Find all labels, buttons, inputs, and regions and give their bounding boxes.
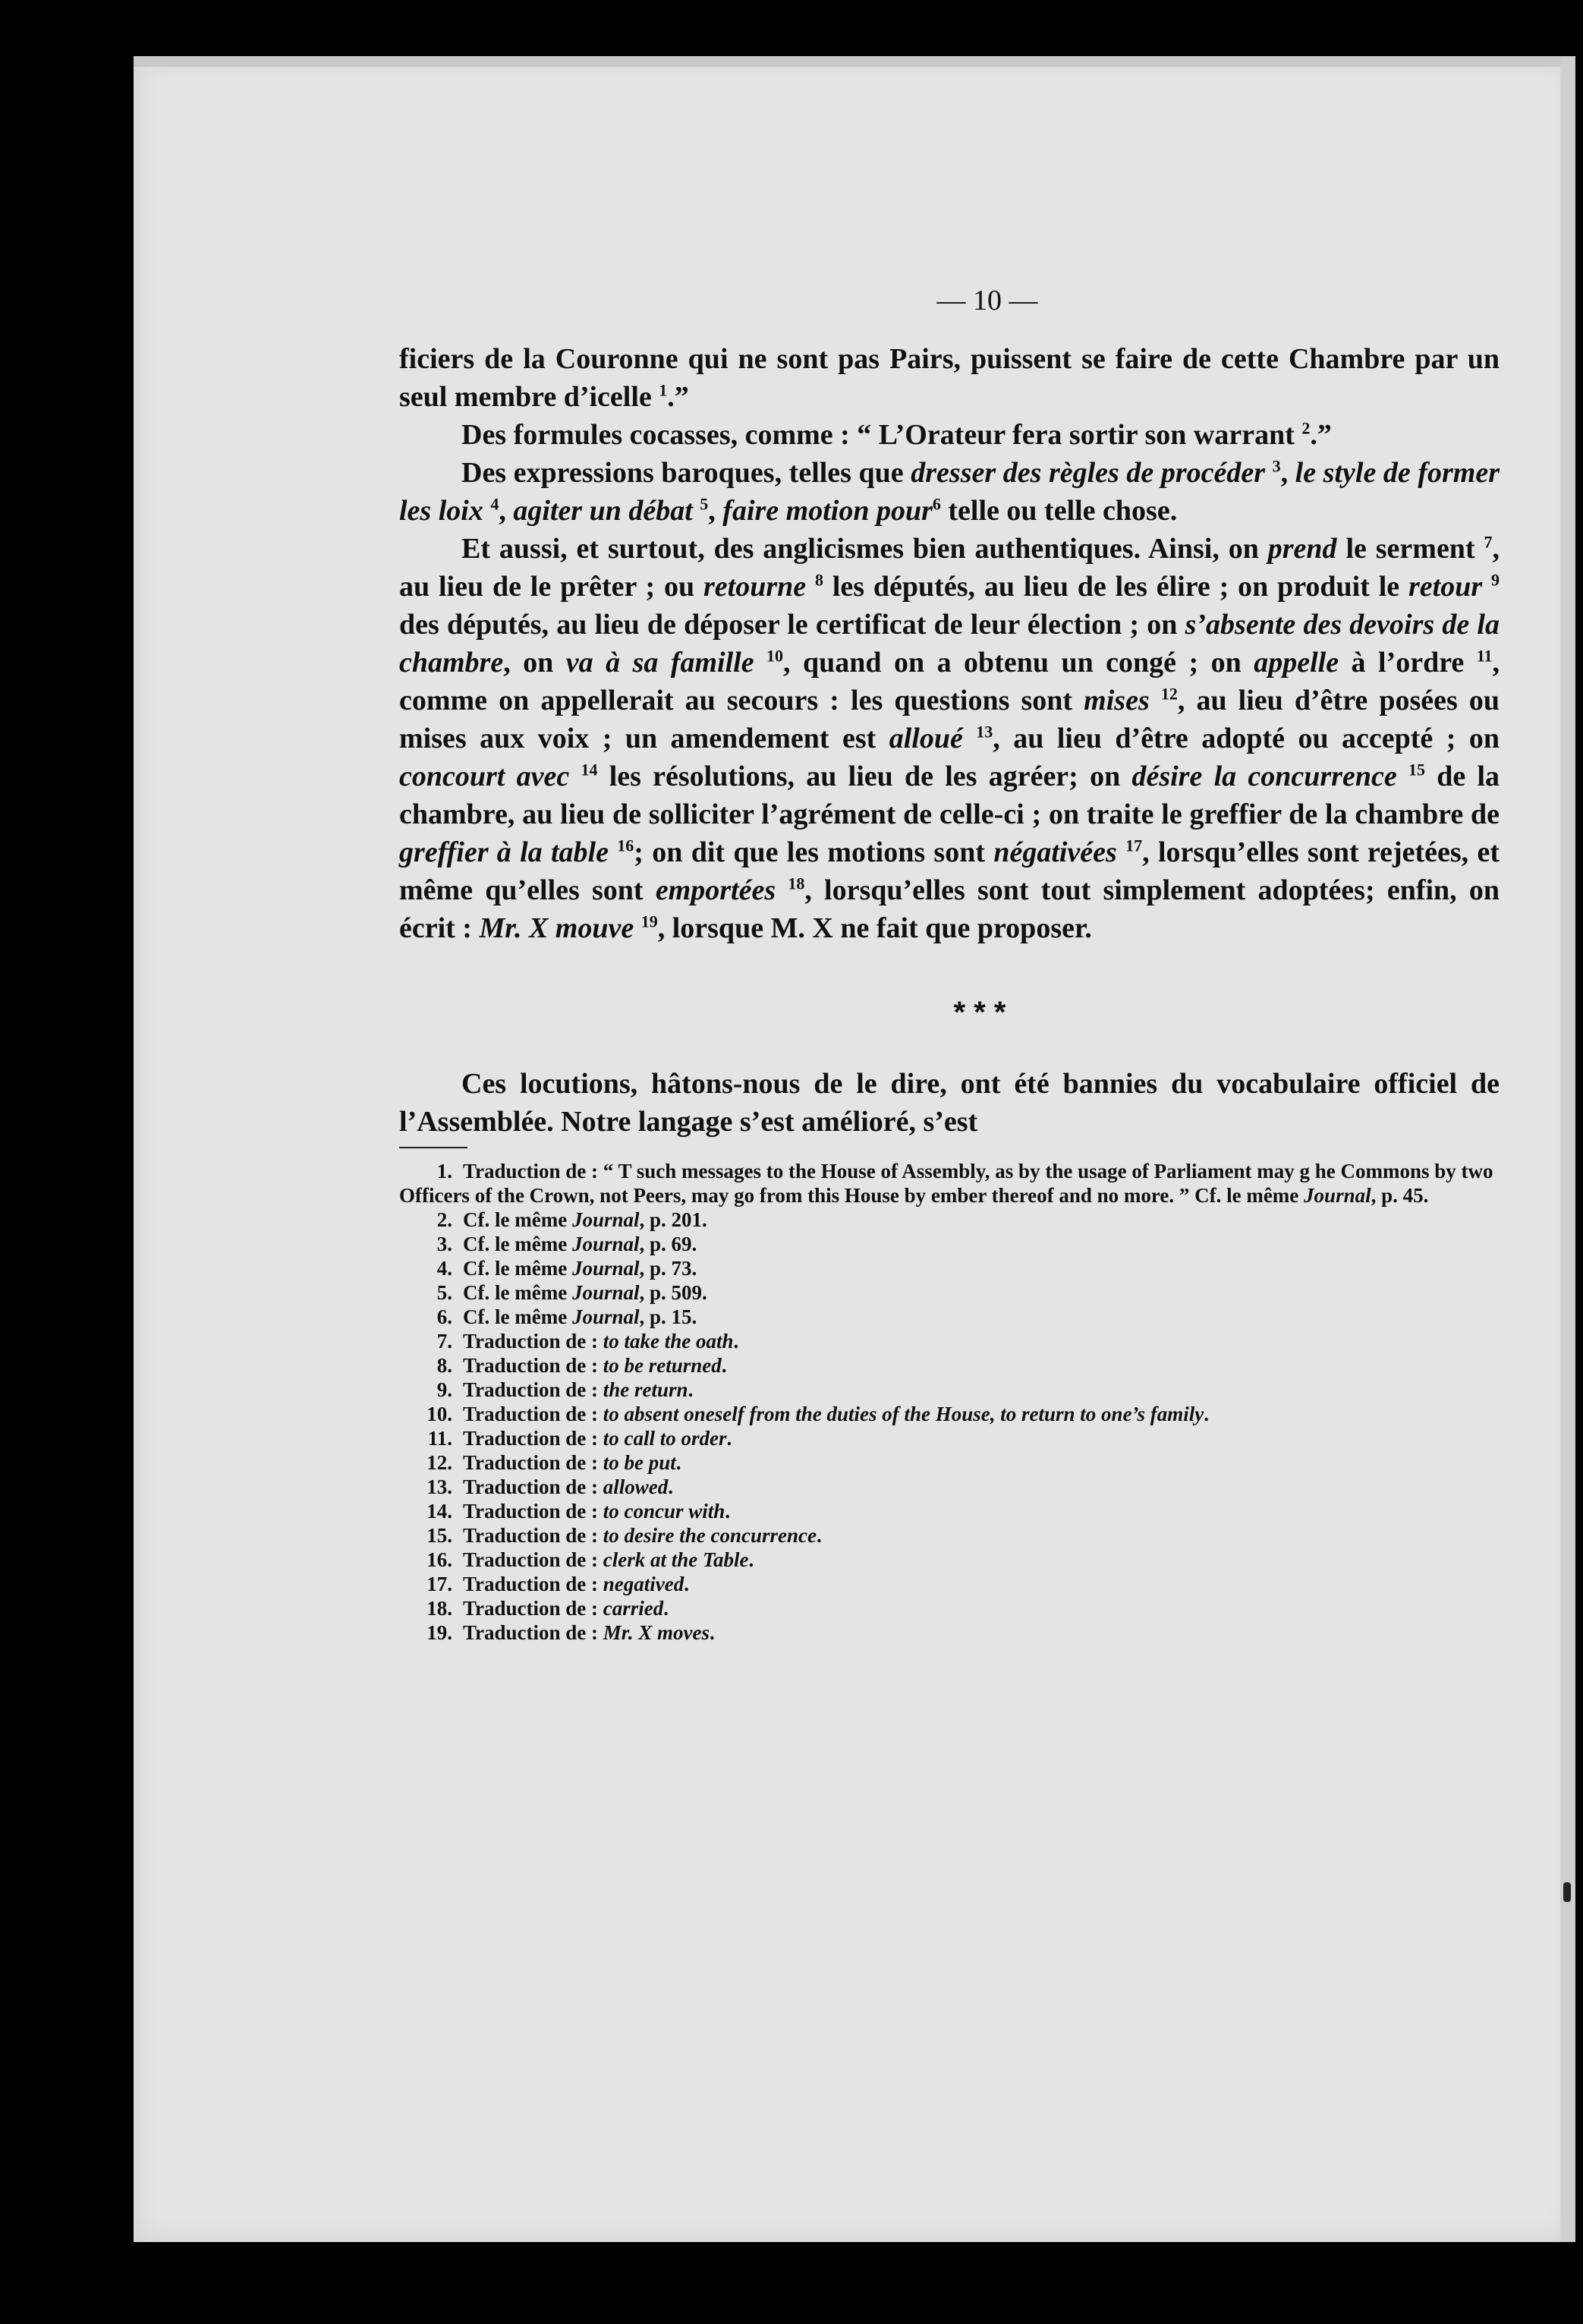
footnote-text: , p. 45.: [1371, 1184, 1429, 1207]
footnote-number: 15.: [426, 1524, 452, 1547]
footnote-ref: 9: [1491, 570, 1500, 590]
text: , lorsqu’elles sont tout simplement adoptées; enfin, on écrit :: [399, 874, 1500, 944]
footnote-number: 2.: [436, 1208, 452, 1231]
footnote-text: , p. 509.: [639, 1281, 707, 1304]
page-content: [399, 284, 1500, 1645]
footnote-7: [399, 1329, 1500, 1353]
footnote-ref: 12: [1160, 684, 1178, 704]
text: les résolutions, au lieu de les agréer; on: [597, 760, 1132, 792]
scan-artifact-mark: [1563, 1882, 1571, 1902]
italic-term: appelle: [1254, 647, 1339, 679]
footnote-text: Traduction de : “ T such messages to the House of Assembly, as by the usage of Parliament may g he Commons by two Officers of the Crown, not Peers, may go from this House by ember thereof and no more. ” Cf. le même: [399, 1160, 1493, 1207]
footnote-text: .: [668, 1475, 674, 1498]
text: les députés, au lieu de les élire ; on produit le: [823, 571, 1409, 603]
text: , au lieu de le prêter ; ou: [399, 533, 1500, 603]
footnote-text: .: [725, 1500, 731, 1523]
footnote-ref: 6: [932, 494, 941, 514]
footnote-text: Cf. le même: [463, 1208, 572, 1231]
footnote-italic: to be returned: [603, 1354, 722, 1377]
footnote-ref: 1: [659, 380, 668, 400]
footnote-italic: Journal: [1304, 1184, 1371, 1207]
scanned-page: [134, 56, 1575, 2242]
footnote-text: .: [675, 1451, 681, 1474]
footnote-text: Traduction de :: [463, 1548, 603, 1571]
footnote-italic: carried: [603, 1597, 664, 1620]
section-separator: * * *: [953, 996, 1006, 1029]
footnote-5: [399, 1280, 1500, 1305]
footnote-text: , p. 73.: [639, 1257, 697, 1280]
footnote-number: 13.: [426, 1475, 452, 1498]
footnote-16: [399, 1548, 1500, 1572]
footnote-ref: 8: [815, 570, 823, 590]
footnote-ref: 13: [976, 722, 993, 742]
footnote-text: .: [733, 1330, 739, 1353]
italic-term: concourt avec: [399, 760, 570, 792]
text: Des formules cocasses, comme : “ L’Orateur fera sortir son warrant: [461, 419, 1302, 451]
footnote-italic: Journal: [571, 1257, 640, 1280]
footnotes: [399, 1159, 1500, 1645]
footnote-text: .: [688, 1378, 694, 1401]
footnote-text: .: [721, 1354, 727, 1377]
footnote-number: 11.: [427, 1427, 452, 1450]
italic-term: retourne: [703, 571, 807, 603]
footnote-8: [399, 1353, 1500, 1378]
footnote-rule: [399, 1147, 467, 1148]
footnote-text: Traduction de :: [463, 1524, 603, 1547]
footnote-15: [399, 1523, 1500, 1548]
footnote-italic: to take the oath: [603, 1330, 734, 1353]
footnote-italic: to absent oneself from the duties of the House, to return to one’s family: [603, 1403, 1204, 1425]
footnote-text: Cf. le même: [463, 1257, 572, 1280]
footnote-3: [399, 1232, 1500, 1256]
italic-term: dresser des règles de procéder: [911, 457, 1266, 489]
footnote-14: [399, 1499, 1500, 1523]
italic-term: prend: [1267, 533, 1337, 565]
footnote-number: 12.: [426, 1451, 452, 1474]
text: ficiers de la Couronne qui ne sont pas Pairs, puissent se faire de cette Chambre par un seul membre d’icelle: [399, 343, 1500, 413]
footnote-number: 6.: [436, 1305, 452, 1328]
footnote-ref: 18: [788, 874, 805, 893]
italic-term: greffier à la table: [399, 836, 609, 868]
text: le serment: [1336, 533, 1484, 565]
paragraph-3: [399, 454, 1500, 530]
footnote-18: [399, 1596, 1500, 1620]
text: , au lieu d’être posées ou mises aux voix ; un amendement est: [399, 685, 1500, 754]
footnote-italic: the return: [603, 1378, 688, 1401]
paragraph-2: [399, 416, 1500, 454]
footnote-italic: clerk at the Table: [603, 1548, 749, 1571]
footnote-text: .: [710, 1621, 715, 1644]
italic-term: désire la concurrence: [1131, 760, 1397, 792]
footnote-number: 8.: [436, 1354, 452, 1377]
footnote-italic: to call to order: [603, 1427, 727, 1450]
footnote-text: Traduction de :: [463, 1354, 603, 1377]
text: , quand on a obtenu un congé ; on: [783, 647, 1254, 679]
footnote-italic: to be put: [603, 1451, 676, 1474]
italic-term: emportées: [655, 874, 776, 906]
text: , au lieu d’être adopté ou accepté ; on: [993, 723, 1500, 754]
footnote-ref: 7: [1484, 532, 1493, 552]
footnote-text: Cf. le même: [463, 1305, 572, 1328]
text: .”: [1310, 419, 1332, 451]
footnote-1: [399, 1159, 1500, 1208]
italic-term: Mr. X mouve: [479, 912, 634, 944]
footnote-text: Traduction de :: [463, 1573, 603, 1595]
text: ,: [708, 495, 723, 527]
footnote-ref: 15: [1408, 760, 1425, 779]
footnote-number: 18.: [426, 1597, 452, 1620]
footnote-number: 14.: [426, 1500, 452, 1523]
page-number: — 10 —: [936, 285, 1038, 316]
footnote-19: [399, 1620, 1500, 1645]
footnote-italic: negatived: [603, 1573, 684, 1595]
text: Des expressions baroques, telles que: [461, 457, 911, 489]
text: Et aussi, et surtout, des anglicismes bien authentiques. Ainsi, on: [461, 533, 1268, 565]
italic-term: alloué: [889, 723, 963, 754]
italic-term: faire motion pour: [722, 495, 933, 527]
footnote-text: .: [726, 1427, 732, 1450]
footnote-number: 9.: [436, 1378, 452, 1401]
text: des députés, au lieu de déposer le certificat de leur élection ; on: [399, 609, 1185, 641]
footnote-number: 10.: [426, 1403, 452, 1425]
text: , lorsque M. X ne fait que proposer.: [657, 912, 1092, 944]
footnote-text: Traduction de :: [463, 1597, 603, 1620]
footnote-italic: Journal: [571, 1233, 640, 1255]
footnote-ref: 4: [490, 494, 499, 514]
text: ,: [499, 495, 514, 527]
footnote-ref: 5: [700, 494, 709, 514]
footnote-17: [399, 1572, 1500, 1596]
footnote-number: 5.: [436, 1281, 452, 1304]
italic-term: mises: [1084, 685, 1150, 716]
footnote-text: Traduction de :: [463, 1621, 603, 1644]
footnote-ref: 14: [581, 760, 598, 779]
footnote-italic: to concur with: [603, 1500, 725, 1523]
footnote-italic: Journal: [571, 1281, 640, 1304]
footnote-number: 7.: [436, 1330, 452, 1353]
footnote-italic: Journal: [571, 1208, 640, 1231]
footnote-text: .: [817, 1524, 822, 1547]
footnote-text: Traduction de :: [463, 1427, 603, 1450]
footnote-number: 3.: [436, 1233, 452, 1255]
footnote-text: .: [1204, 1403, 1210, 1425]
text: , comme on appellerait au secours : les questions sont: [399, 647, 1500, 716]
footnote-text: Traduction de :: [463, 1500, 603, 1523]
footnote-text: Traduction de :: [463, 1451, 603, 1474]
text: .”: [667, 381, 689, 413]
footnote-text: .: [748, 1548, 754, 1571]
footnote-ref: 2: [1301, 418, 1311, 438]
footnote-10: [399, 1402, 1500, 1426]
italic-term: s’absente des devoirs de la chambre: [399, 609, 1500, 679]
text: de la chambre, au lieu de solliciter l’agrément de celle-ci ; on traite le greffier de la chambre de: [399, 760, 1500, 830]
footnote-11: [399, 1426, 1500, 1450]
italic-term: négativées: [993, 836, 1117, 868]
footnote-ref: 10: [766, 646, 784, 666]
footnote-text: .: [684, 1573, 689, 1595]
footnote-4: [399, 1256, 1500, 1280]
footnote-text: Traduction de :: [463, 1475, 603, 1498]
paragraph-4: [399, 530, 1500, 947]
text: à l’ordre: [1339, 647, 1477, 679]
text: , on: [503, 647, 566, 679]
footnote-number: 17.: [426, 1573, 452, 1595]
footnote-ref: 19: [640, 912, 658, 931]
footnote-ref: 16: [617, 836, 634, 855]
footnote-italic: allowed: [603, 1475, 669, 1498]
footnote-text: Traduction de :: [463, 1330, 603, 1353]
italic-term: retour: [1408, 571, 1483, 603]
footnote-italic: to desire the concurrence: [603, 1524, 817, 1547]
italic-term: le style de former les loix: [399, 457, 1500, 527]
paragraph-1: [399, 340, 1500, 416]
page-top-edge: [134, 56, 1575, 67]
footnote-text: Cf. le même: [463, 1281, 572, 1304]
italic-term: agiter un débat: [513, 495, 693, 527]
footnote-9: [399, 1378, 1500, 1402]
footnote-text: , p. 15.: [639, 1305, 697, 1328]
footnote-italic: Mr. X moves: [603, 1621, 710, 1644]
footnote-number: 19.: [426, 1621, 452, 1644]
footnote-12: [399, 1450, 1500, 1475]
text: telle ou telle chose.: [940, 495, 1178, 527]
text: ; on dit que les motions sont: [634, 836, 994, 868]
text: ,: [1280, 457, 1295, 489]
paragraph-5: Ces locutions, hâtons-nous de le dire, ont été bannies du vocabulaire officiel de l’Assemblée. Notre langage s’est amélioré, s’est: [399, 1068, 1500, 1138]
page-right-edge: [1560, 56, 1575, 2242]
footnote-number: 4.: [436, 1257, 452, 1280]
footnote-13: [399, 1475, 1500, 1499]
footnote-text: Cf. le même: [463, 1233, 572, 1255]
footnote-text: , p. 201.: [639, 1208, 707, 1231]
footnote-text: Traduction de :: [463, 1403, 603, 1425]
italic-term: va à sa famille: [565, 647, 754, 679]
footnote-text: Traduction de :: [463, 1378, 603, 1401]
footnote-ref: 3: [1272, 456, 1281, 476]
footnote-ref: 11: [1476, 646, 1493, 666]
footnote-text: , p. 69.: [639, 1233, 697, 1255]
footnote-2: [399, 1208, 1500, 1232]
footnote-ref: 17: [1125, 836, 1143, 855]
footnote-number: 1.: [436, 1160, 452, 1182]
footnote-number: 16.: [426, 1548, 452, 1571]
footnote-6: [399, 1305, 1500, 1329]
footnote-text: .: [663, 1597, 669, 1620]
text: , lorsqu’elles sont rejetées, et même qu’elles sont: [399, 836, 1500, 906]
footnote-italic: Journal: [571, 1305, 640, 1328]
